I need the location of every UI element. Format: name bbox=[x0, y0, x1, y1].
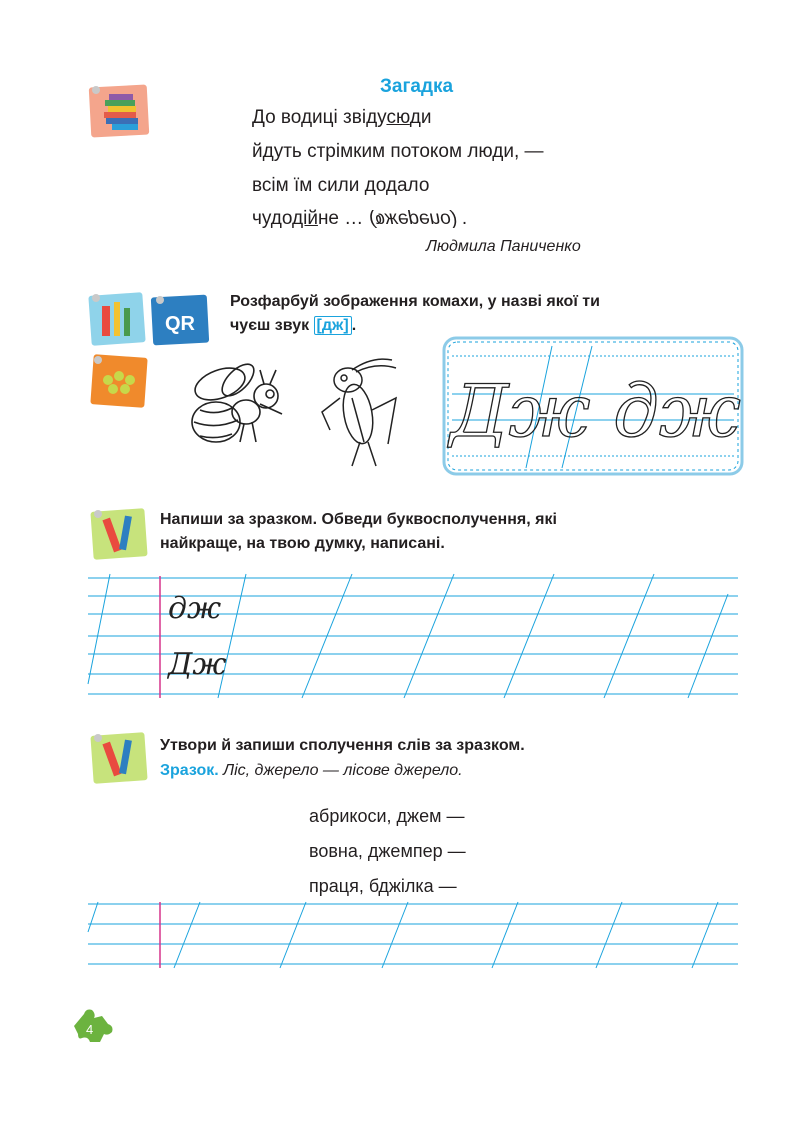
grasshopper-drawing bbox=[312, 354, 408, 474]
task2-line-1: Напиши за зразком. Обведи буквосполучення, які bbox=[160, 511, 557, 528]
qr-icon bbox=[148, 290, 214, 350]
riddle-line-4 bbox=[252, 207, 467, 231]
riddle-line-4-underlined: дій bbox=[292, 208, 318, 229]
writing-lines-2 bbox=[88, 902, 738, 968]
task1-line-2-a: чуєш звук bbox=[230, 317, 314, 334]
task3-line-1: Утвори й запиши сполучення слів за зразком. bbox=[160, 737, 525, 754]
qr-label: QR bbox=[165, 313, 195, 335]
sample-label: Зразок. bbox=[160, 762, 219, 779]
task3-sample bbox=[160, 760, 463, 782]
cursive-dzh-lower: дж bbox=[168, 591, 222, 626]
task1-line-2 bbox=[230, 314, 356, 338]
writing-lines-1 bbox=[88, 574, 738, 698]
riddle-line-4-end: . bbox=[456, 208, 468, 229]
word-pair-1: абрикоси, джем — bbox=[309, 806, 465, 826]
sound-badge: [дж] bbox=[314, 316, 352, 335]
page-number: 4 bbox=[86, 1022, 94, 1037]
riddle-line-1-c: ди bbox=[409, 107, 432, 128]
counters-icon bbox=[86, 350, 152, 412]
pencil-icon-2 bbox=[86, 728, 152, 788]
cursive-dzh-sample: Дж дж bbox=[450, 369, 741, 453]
word-pair-2: вовна, джемпер — bbox=[309, 841, 466, 861]
bee-drawing bbox=[186, 356, 294, 456]
task2-line-2: найкраще, на твою думку, написані. bbox=[160, 535, 445, 552]
books-icon bbox=[84, 80, 156, 140]
riddle-line-1-a: До водиці звіду bbox=[252, 107, 387, 128]
riddle-author: Людмила Паниченко bbox=[426, 238, 581, 255]
task1-line-1: Розфарбуй зображення комахи, у назві якої ти bbox=[230, 293, 600, 310]
riddle-line-4-a: чудо bbox=[252, 208, 293, 229]
riddle-answer-reversed: (оиәdәжҩ) bbox=[368, 208, 457, 229]
cursive-dzh-upper: Дж bbox=[168, 647, 227, 682]
cursive-letters-card bbox=[442, 336, 744, 476]
word-pair-3: праця, бджілка — bbox=[309, 876, 457, 896]
riddle-line-1-underlined: сю bbox=[386, 107, 410, 128]
task1-line-2-b: . bbox=[351, 317, 357, 334]
pencil-icon bbox=[86, 504, 152, 564]
riddle-line-1 bbox=[252, 106, 432, 130]
riddle-line-2: йдуть стрімким потоком люди, — bbox=[252, 141, 544, 162]
riddle-line-4-c: не … bbox=[317, 208, 369, 229]
riddle-line-3: всім їм сили додало bbox=[252, 175, 430, 196]
sample-text: Ліс, джерело — лісове джерело. bbox=[218, 762, 463, 779]
paint-brushes-icon bbox=[84, 288, 150, 350]
riddle-title: Загадка bbox=[380, 76, 454, 97]
